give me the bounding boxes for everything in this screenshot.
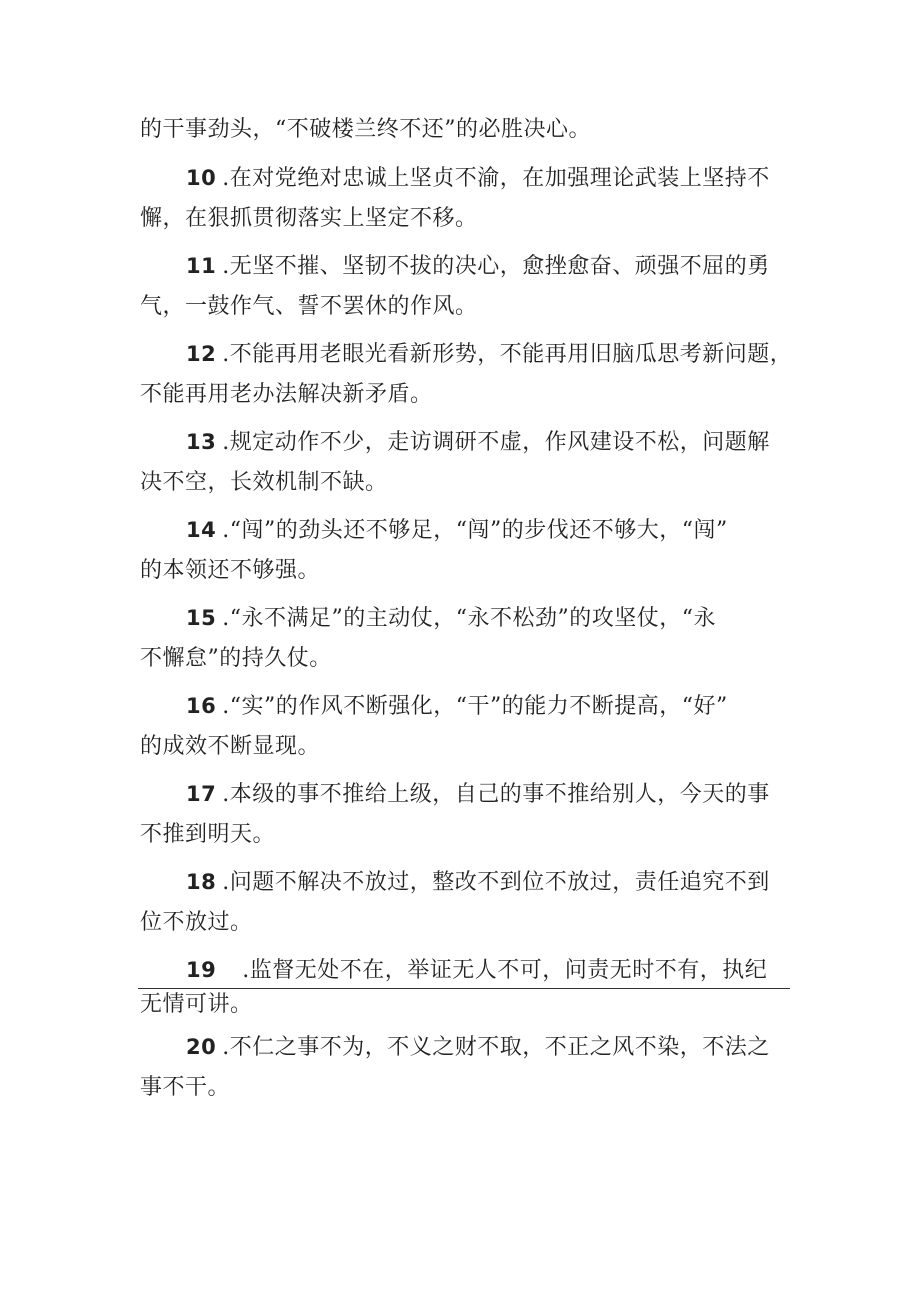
paragraph-17-line-2 [140, 820, 790, 850]
paragraph-number: 12 [186, 342, 217, 366]
paragraph-16 [186, 691, 790, 722]
paragraph-text: 不推到明天。 [140, 822, 276, 847]
paragraph-11-line-2 [140, 292, 790, 322]
paragraph-text: 懈，在狠抓贯彻落实上坚定不移。 [140, 206, 478, 231]
paragraph-13-line-2 [140, 468, 790, 498]
paragraph-text: .不仁之事不为，不义之财不取，不正之风不染，不法之 [222, 1035, 770, 1060]
paragraph-16-line-2 [140, 732, 790, 762]
paragraph-text: 无情可讲。 [140, 992, 253, 1017]
paragraph-text: .“永不满足”的主动仗，“永不松劲”的攻坚仗，“永 [222, 606, 716, 631]
paragraph-text: 的本领还不够强。 [140, 558, 321, 583]
paragraph-text: .“实”的作风不断强化，“干”的能力不断提高，“好” [222, 694, 728, 719]
paragraph-number: 15 [186, 606, 217, 630]
paragraph-number: 16 [186, 694, 217, 718]
horizontal-rule [138, 988, 790, 989]
paragraph-text: 的干事劲头，“不破楼兰终不还”的必胜决心。 [140, 117, 591, 142]
paragraph-12 [186, 339, 793, 370]
paragraph-text: .本级的事不推给上级，自己的事不推给别人，今天的事 [222, 782, 770, 807]
paragraph-14 [186, 515, 790, 546]
paragraph-number: 19 [186, 958, 217, 982]
paragraph-18 [186, 867, 790, 898]
paragraph-text: 决不空，长效机制不缺。 [140, 470, 388, 495]
paragraph-text: 位不放过。 [140, 910, 253, 935]
paragraph-text: .不能再用老眼光看新形势，不能再用旧脑瓜思考新问题， [222, 342, 793, 367]
paragraph-text: .在对党绝对忠诚上坚贞不渝，在加强理论武装上坚持不 [222, 166, 770, 191]
paragraph-10 [186, 163, 790, 194]
paragraph-number: 14 [186, 518, 217, 542]
paragraph-number: 11 [186, 254, 217, 278]
paragraph-17 [186, 779, 790, 810]
paragraph-text: 的成效不断显现。 [140, 734, 321, 759]
paragraph-20 [186, 1032, 790, 1063]
paragraph-15 [186, 603, 790, 634]
paragraph-number: 20 [186, 1035, 217, 1059]
paragraph-number: 10 [186, 166, 217, 190]
paragraph-text: .问题不解决不放过，整改不到位不放过，责任追究不到 [222, 870, 770, 895]
paragraph-14-line-2 [140, 556, 790, 586]
paragraph-10-line-2 [140, 204, 790, 234]
paragraph-text: 不懈怠”的持久仗。 [140, 646, 332, 671]
paragraph-text: .“闯”的劲头还不够足，“闯”的步伐还不够大，“闯” [222, 518, 728, 543]
paragraph-12-line-2 [140, 380, 790, 410]
paragraph-20-line-2 [140, 1073, 790, 1103]
paragraph-text: .监督无处不在，举证无人不可，问责无时不有，执纪 [242, 958, 768, 983]
paragraph-number: 18 [186, 870, 217, 894]
paragraph-9-continuation [140, 115, 790, 145]
paragraph-19 [186, 955, 790, 986]
paragraph-text: 气，一鼓作气、誓不罢休的作风。 [140, 294, 478, 319]
paragraph-number: 13 [186, 430, 217, 454]
paragraph-11 [186, 251, 790, 282]
paragraph-text: 事不干。 [140, 1075, 231, 1100]
paragraph-text: .无坚不摧、坚韧不拔的决心，愈挫愈奋、顽强不屈的勇 [222, 254, 770, 279]
paragraph-19-line-2 [140, 990, 790, 1020]
paragraph-number: 17 [186, 782, 217, 806]
paragraph-text: .规定动作不少，走访调研不虚，作风建设不松，问题解 [222, 430, 770, 455]
paragraph-13 [186, 427, 790, 458]
paragraph-text: 不能再用老办法解决新矛盾。 [140, 382, 433, 407]
paragraph-18-line-2 [140, 908, 790, 938]
paragraph-15-line-2 [140, 644, 790, 674]
